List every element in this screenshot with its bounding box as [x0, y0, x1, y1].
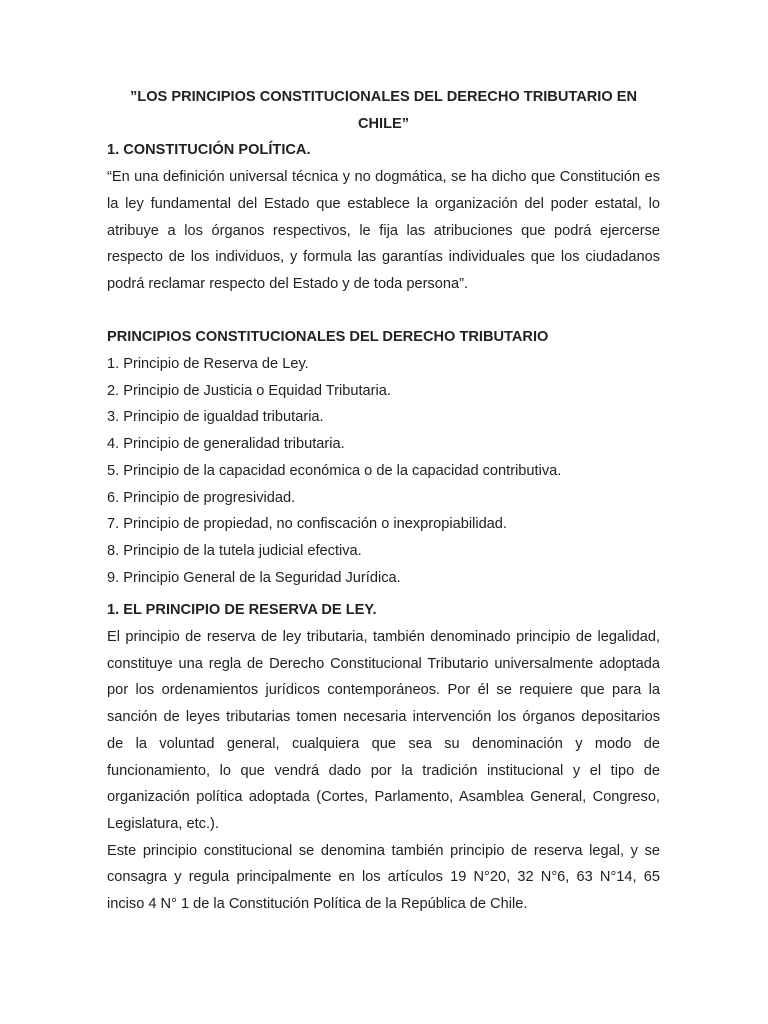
document-title: ”LOS PRINCIPIOS CONSTITUCIONALES DEL DERECHO TRIBUTARIO EN CHILE” [129, 89, 638, 132]
section-heading-principios: PRINCIPIOS CONSTITUCIONALES DEL DERECHO TRIBUTARIO [107, 329, 549, 346]
paragraph-reserva-ley-1: El principio de reserva de ley tributaria, también denominado principio de legalidad, constituye una regla de Derecho Constitucional Tributario universalmente adoptada por los ordenamientos jurídicos contemporáneos. Por él se requiere que para la sanción de leyes tributarias tomen necesaria intervención los órganos depositarios de la voluntad general, cualquiera que sea su denominación y modo de funcionamiento, lo que vendrá dado por la tradición institucional y el tipo de organización política adoptada (Cortes, Parlamento, Asamblea General, Congreso, Legislatura, etc.). [107, 629, 660, 832]
list-item: 5. Principio de la capacidad económica o de la capacidad contributiva. [107, 462, 562, 479]
paragraph-reserva-ley-2: Este principio constitucional se denomina también principio de reserva legal, y se consagra y regula principalmente en los artículos 19 N°20, 32 N°6, 63 N°14, 65 inciso 4 N° 1 de la Constitución Política de la República de Chile. [107, 842, 660, 913]
list-item: 3. Principio de igualdad tributaria. [107, 409, 324, 426]
list-item: 7. Principio de propiedad, no confiscación o inexpropiabilidad. [107, 516, 507, 533]
list-item: 4. Principio de generalidad tributaria. [107, 436, 345, 453]
list-item: 6. Principio de progresividad. [107, 489, 296, 506]
spacer [107, 298, 660, 325]
list-item: 8. Principio de la tutela judicial efectiva. [107, 542, 362, 559]
document-body [107, 84, 660, 918]
list-item: 9. Principio General de la Seguridad Jurídica. [107, 569, 401, 586]
paragraph-constitucion-definition: “En una definición universal técnica y no dogmática, se ha dicho que Constitución es la ley fundamental del Estado que establece la organización del poder estatal, lo atribuye a los órganos respectivos, le fija las atribuciones que podrá ejercerse respecto de los individuos, y formula las garantías individuales que los ciudadanos podrá reclamar respecto del Estado y de toda persona”. [107, 169, 660, 292]
list-item: 1. Principio de Reserva de Ley. [107, 356, 309, 373]
principles-list [107, 351, 660, 591]
section-heading-constitucion: 1. CONSTITUCIÓN POLÍTICA. [107, 142, 311, 159]
section-heading-reserva-ley: 1. EL PRINCIPIO DE RESERVA DE LEY. [107, 602, 377, 619]
list-item: 2. Principio de Justicia o Equidad Tributaria. [107, 382, 391, 399]
